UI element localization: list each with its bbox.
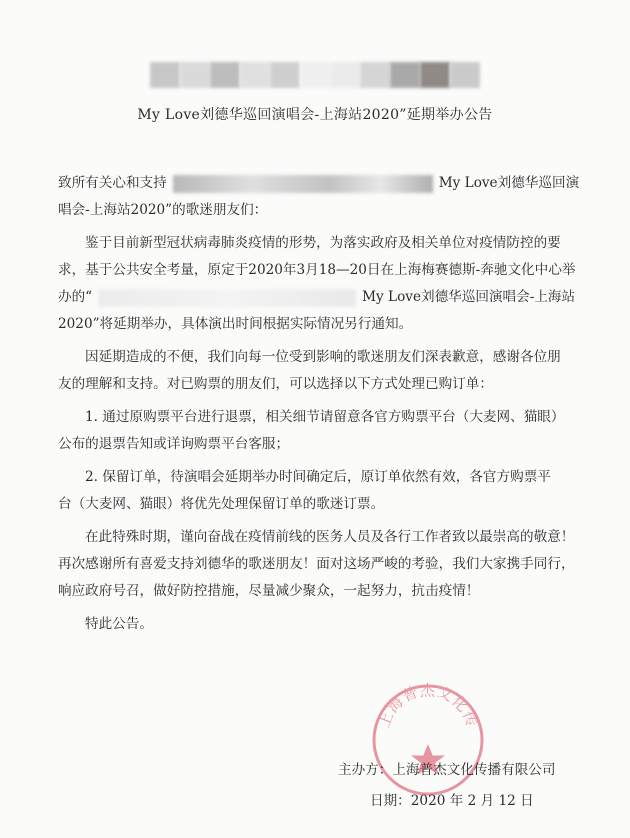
paragraph-line: 求，基于公共安全考量，原定于2020年3月18—20日在上海梅赛德斯-奔驰文化中心举	[58, 262, 576, 278]
paragraph-text: My Love刘德华巡回演唱会-上海站	[362, 289, 576, 305]
list-item-2: 2. 保留订单，待演唱会延期举办时间确定后，原订单依然有效，各官方购票平	[85, 469, 551, 485]
paragraph-line: 2020”将延期举办，具体演出时间根据实际情况另行通知。	[58, 316, 413, 332]
date-line: 日期：2020 年 2 月 12 日	[370, 793, 534, 809]
redacted-header	[150, 62, 480, 88]
list-item-2-cont: 台（大麦网、猫眼）将优先处理保留订单的歌迷订票。	[58, 496, 385, 512]
paragraph-line: 在此特殊时期，谨向奋战在疫情前线的医务人员及各行工作者致以最崇高的敬意！	[85, 529, 575, 545]
greeting-text: 致所有关心和支持	[58, 175, 167, 191]
company-seal	[368, 680, 488, 800]
seal-text: 上海普杰文化传	[374, 681, 482, 731]
paragraph-line: 鉴于目前新型冠状病毒肺炎疫情的形势，为落实政府及相关单位对疫情防控的要	[85, 235, 561, 251]
greeting-line-2: 唱会-上海站2020”的歌迷朋友们：	[58, 202, 268, 218]
paragraph-line: 再次感谢所有喜爱支持刘德华的歌迷朋友！面对这场严峻的考验，我们大家携手同行，	[58, 556, 575, 572]
paragraph-text: 办的“	[58, 289, 93, 305]
paragraph-line: 响应政府号召，做好防控措施，尽量减少聚众，一起努力，抗击疫情！	[58, 583, 480, 599]
announcement-body	[58, 170, 588, 638]
closing-text: 特此公告。	[85, 616, 153, 632]
paragraph-line: 友的理解和支持。对已购票的朋友们，可以选择以下方式处理已购订单：	[58, 376, 493, 392]
paragraph-line	[58, 284, 588, 311]
svg-text:上海普杰文化传	[375, 682, 482, 731]
organizer-line: 主办方：上海普杰文化传播有限公司	[338, 762, 556, 778]
paragraph-line: 因延期造成的不便，我们向每一位受到影响的歌迷朋友们深表歉意，感谢各位朋	[85, 349, 561, 365]
redacted-name	[173, 175, 433, 193]
redacted-name	[98, 289, 356, 307]
list-item-1-cont: 公布的退票告知或详询购票平台客服；	[58, 436, 290, 452]
list-item-1: 1. 通过原购票平台进行退票，相关细节请留意各官方购票平台（大麦网、猫眼）	[85, 409, 565, 425]
greeting-event: My Love刘德华巡回演	[438, 175, 580, 191]
greeting-line	[58, 170, 588, 197]
announcement-title: My Love刘德华巡回演唱会-上海站2020”延期举办公告	[137, 107, 493, 123]
